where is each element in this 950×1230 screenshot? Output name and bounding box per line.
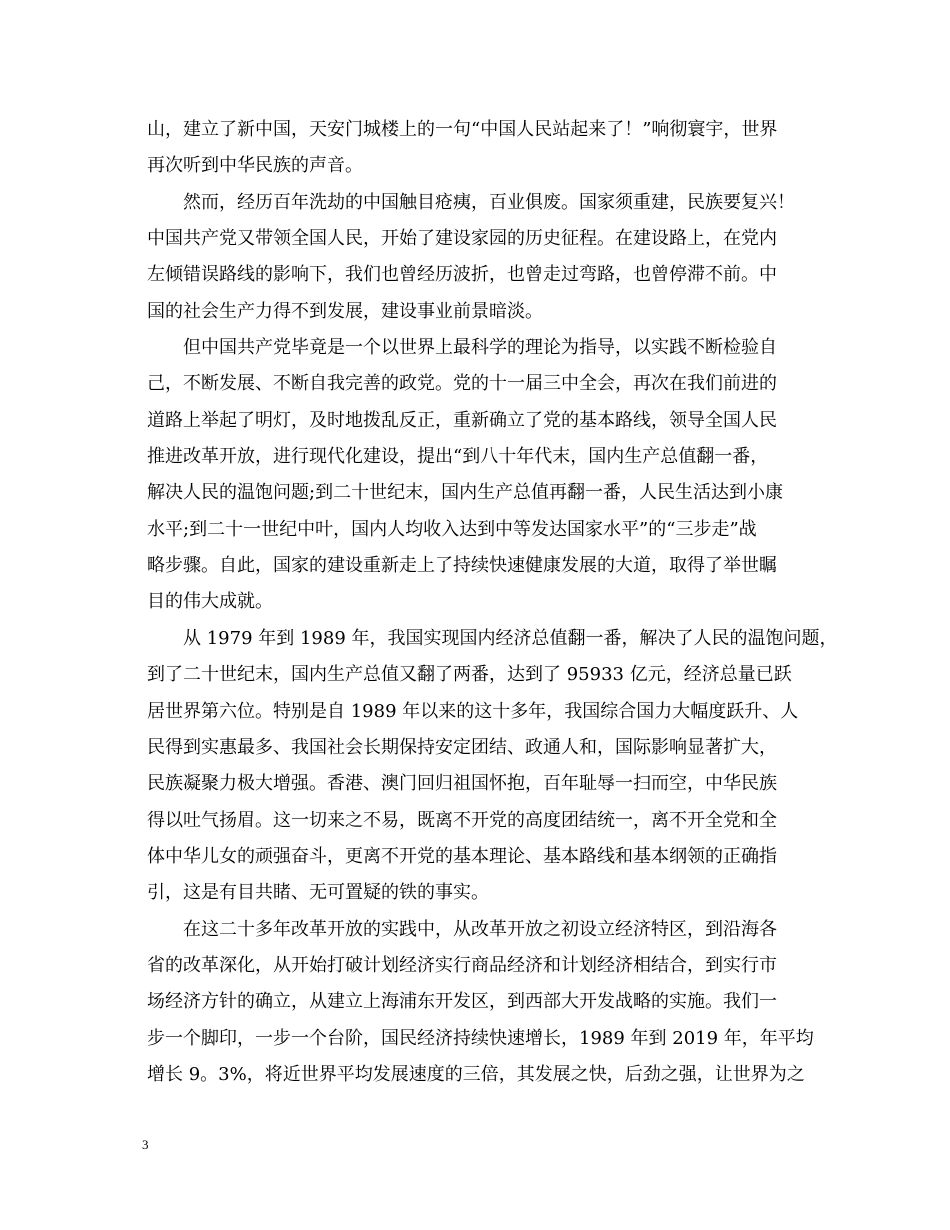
- text-line: 左倾错误路线的影响下，我们也曾经历波折，也曾走过弯路，也曾停滞不前。中: [147, 264, 777, 286]
- text-line: 民族凝聚力极大增强。香港、澳门回归祖国怀抱，百年耻辱一扫而空，中华民族: [147, 773, 777, 795]
- paragraph-first-line: 但中国共产党毕竟是一个以世界上最科学的理论为指导，以实践不断检验自: [183, 337, 777, 359]
- text-line: 中国共产党又带领全国人民，开始了建设家园的历史征程。在建设路上，在党内: [147, 228, 777, 250]
- text-line: 体中华儿女的顽强奋斗，更离不开党的基本理论、基本路线和基本纲领的正确指: [147, 845, 777, 867]
- text-line: 场经济方针的确立，从建立上海浦东开发区，到西部大开发战略的实施。我们一: [147, 991, 777, 1013]
- paragraph-first-line: 在这二十多年改革开放的实践中，从改革开放之初设立经济特区，到沿海各: [183, 918, 777, 940]
- text-line: 得以吐气扬眉。这一切来之不易，既离不开党的高度团结统一，离不开全党和全: [147, 809, 777, 831]
- text-line: 引，这是有目共睹、无可置疑的铁的事实。: [147, 882, 489, 904]
- text-line: 国的社会生产力得不到发展，建设事业前景暗淡。: [147, 300, 543, 322]
- text-line: 推进改革开放，进行现代化建设，提出“到八十年代末，国内生产总值翻一番，: [147, 446, 769, 468]
- text-line: 水平;到二十一世纪中叶，国内人均收入达到中等发达国家水平”的“三步走”战: [147, 518, 757, 540]
- text-line: 民得到实惠最多、我国社会长期保持安定团结、政通人和，国际影响显著扩大，: [147, 736, 777, 758]
- text-line: 己，不断发展、不断自我完善的政党。党的十一届三中全会，再次在我们前进的: [147, 373, 777, 395]
- text-line: 略步骤。自此，国家的建设重新走上了持续快速健康发展的大道，取得了举世瞩: [147, 555, 777, 577]
- text-line: 省的改革深化，从开始打破计划经济实行商品经济和计划经济相结合，到实行市: [147, 954, 777, 976]
- text-line: 目的伟大成就。: [147, 591, 273, 613]
- body-text: [147, 112, 838, 1093]
- text-line: 山，建立了新中国，天安门城楼上的一句“中国人民站起来了！”响彻寰宇，世界: [147, 119, 778, 140]
- page-number: 3: [142, 1137, 149, 1152]
- text-line: 增长 9。3%，将近世界平均发展速度的三倍，其发展之快，后劲之强，让世界为之: [147, 1063, 805, 1085]
- paragraph-first-line: 然而，经历百年洗劫的中国触目疮痍，百业俱废。国家须重建，民族要复兴！: [183, 191, 795, 213]
- text-line: 道路上举起了明灯，及时地拨乱反正，重新确立了党的基本路线，领导全国人民: [147, 409, 777, 431]
- text-line: 步一个脚印，一步一个台阶，国民经济持续快速增长，1989 年到 2019 年，年平均: [147, 1027, 814, 1049]
- paragraph-first-line: 从 1979 年到 1989 年，我国实现国内经济总值翻一番，解决了人民的温饱问题，: [183, 627, 838, 649]
- text-line: 居世界第六位。特别是自 1989 年以来的这十多年，我国综合国力大幅度跃升、人: [147, 700, 799, 722]
- text-line: 再次听到中华民族的声音。: [147, 155, 363, 177]
- text-line: 到了二十世纪末，国内生产总值又翻了两番，达到了 95933 亿元，经济总量已跃: [147, 664, 792, 686]
- text-line: 解决人民的温饱问题;到二十世纪末，国内生产总值再翻一番，人民生活达到小康: [147, 482, 784, 504]
